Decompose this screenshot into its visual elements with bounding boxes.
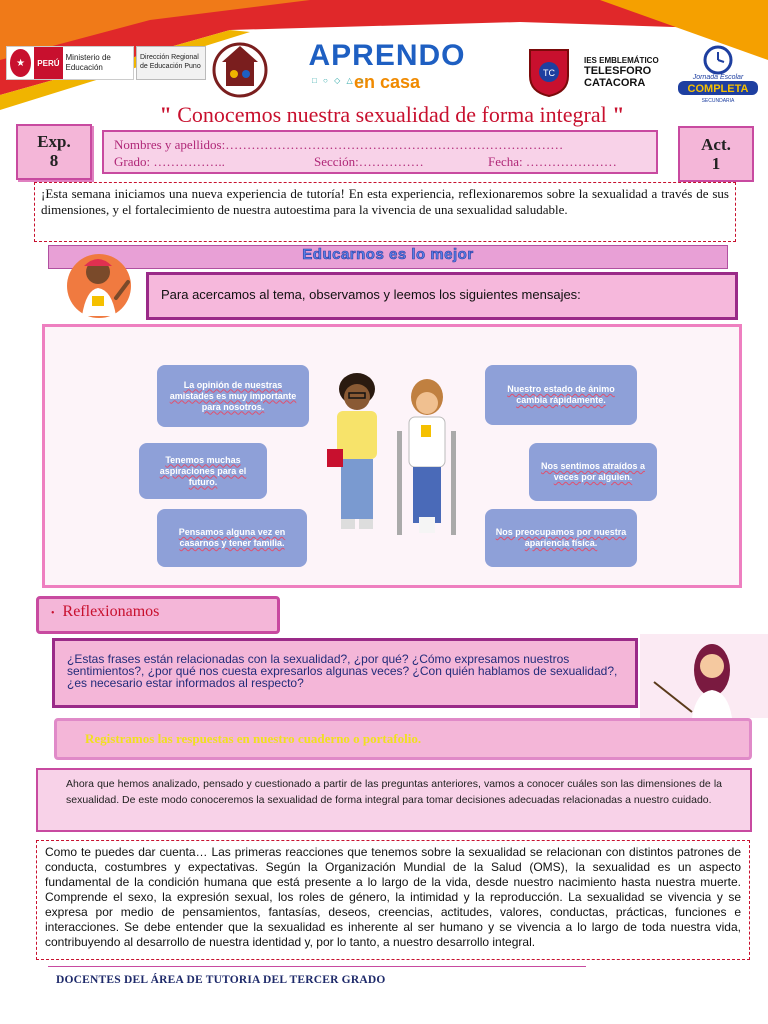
names-field[interactable]: Nombres y apellidos:…………………………………………………………………… xyxy=(114,137,564,152)
ies-name xyxy=(584,56,659,89)
footer-divider xyxy=(48,966,586,967)
title-open-quote: " xyxy=(159,102,172,127)
title-text: Conocemos nuestra sexualidad de forma integral xyxy=(177,102,607,127)
ies-line3: CATACORA xyxy=(584,77,646,89)
message-bubble-aspirations: Tenemos muchas aspiraciones para el futuro. xyxy=(139,443,267,499)
intro-paragraph: ¡Esta semana iniciamos una nueva experiencia de tutoría! En esta experiencia, reflexionaremos sobre la sexualidad a través de sus dimensiones, y el fortalecimiento de nuestra autoestima para la vivencia de una sexualidad saludable. xyxy=(34,182,736,242)
observe-instructions: Para acercamos al tema, observamos y leemos los siguientes mensajes: xyxy=(146,272,738,320)
aprendo-en-casa-logo xyxy=(308,40,466,102)
message-bubble-opinion: La opinión de nuestras amistades es muy importante para nosotros. xyxy=(157,365,309,427)
banner-text: Educarnos es lo mejor xyxy=(302,246,474,263)
peru-label: PERÚ xyxy=(34,47,62,79)
girl-avatar-icon xyxy=(62,246,136,320)
activity-badge xyxy=(678,126,754,182)
ies-line1: IES EMBLEMÁTICO xyxy=(584,56,659,65)
aprendo-subtitle: en casa xyxy=(353,72,421,92)
jornada-main: COMPLETA xyxy=(687,83,749,95)
jornada-sub: SECUNDARIA xyxy=(701,98,735,104)
svg-text:TC: TC xyxy=(543,68,555,78)
jornada-completa-logo xyxy=(676,44,760,104)
dre-logo: Dirección Regional de Educación Puno xyxy=(136,46,206,80)
aprendo-title: APRENDO xyxy=(308,39,466,72)
aprendo-shapes-icon: □ ○ ◇ △ ○ xyxy=(312,76,366,85)
message-bubble-marriage: Pensamos alguna vez en casarnos y tener familia. xyxy=(157,509,307,567)
grade-field[interactable]: Grado: …………….. xyxy=(114,154,225,169)
ugel-crest-icon xyxy=(208,36,272,100)
reflection-bullet: • xyxy=(51,608,55,619)
sexuality-definition-paragraph: Como te puedes dar cuenta… Las primeras reacciones que tenemos sobre la sexualidad se relacionan con distintos patrones de conducta, costumbres y expectativas. Según la Organización Mundial de la Salud (OMS), la sexualidad es un aspecto fundamental de la condición humana que está presente a lo largo de la vida, desde nuestro nacimiento hasta nuestra muerte. Comprende el sexo, la expresión sexual, los roles de género, la intimidad y la reproducción. La sexualidad se vivencia y se expresa por medio de pensamientos, fantasías, deseos, creencias, actitudes, valores, conductas, prácticas, funciones e interacciones. Se debe entender que la sexualidad es inherente al ser humano y se vivencia a lo largo de toda nuestra vida, contribuyendo al desarrollo de nuestra identidad y, por lo tanto, a nuestro desarrollo integral. xyxy=(36,840,750,960)
exp-label: Exp. xyxy=(37,132,71,151)
ministry-logo xyxy=(6,46,134,80)
teens-illustration-icon xyxy=(323,371,479,547)
title-close-quote: " xyxy=(612,102,625,127)
register-instruction: Registramos las respuestas en nuestro cuaderno o portafolio. xyxy=(54,718,752,760)
reflection-tab xyxy=(36,596,280,634)
analysis-paragraph: Ahora que hemos analizado, pensado y cuestionado a partir de las preguntas anteriores, vamos a conocer cuáles son las dimensiones de la sexualidad. De este modo conoceremos la sexualidad de forma integral para tomar decisiones adecuadas relacionadas a nuestro cuidado. xyxy=(36,768,752,832)
teacher-illustration-icon xyxy=(640,634,768,718)
exp-number: 8 xyxy=(49,151,59,170)
page-title xyxy=(92,102,692,128)
message-bubble-mood: Nuestro estado de ánimo cambia rápidamente. xyxy=(485,365,637,425)
message-bubble-attraction: Nos sentimos atraídos a veces por alguien. xyxy=(529,443,657,501)
footer-credit: DOCENTES DEL ÁREA DE TUTORIA DEL TERCER GRADO xyxy=(56,974,386,986)
act-label: Act. xyxy=(701,135,731,154)
ies-line2: TELESFORO xyxy=(584,65,652,77)
experience-badge xyxy=(16,124,92,180)
date-field[interactable]: Fecha: ………………… xyxy=(488,154,617,169)
student-form xyxy=(102,130,658,174)
jornada-label: Jornada Escolar xyxy=(692,74,744,81)
reflection-questions: ¿Estas frases están relacionadas con la sexualidad?, ¿por qué? ¿Cómo expresamos nuestros sentimientos?, ¿por qué nos cuesta expresarlos algunas veces? ¿Con quién hablamos de sexualidad?, ¿es necesario estar informados al respecto? xyxy=(52,638,638,708)
section-banner xyxy=(48,245,728,269)
act-number: 1 xyxy=(711,154,721,173)
section-field[interactable]: Sección:…………… xyxy=(314,154,424,169)
message-bubble-appearance: Nos preocupamos por nuestra apariencia física. xyxy=(485,509,637,567)
peru-shield-icon: ★ xyxy=(10,49,31,77)
reflection-label: Reflexionamos xyxy=(62,603,160,620)
ministry-label: Ministerio de Educación xyxy=(65,53,111,72)
ies-crest-icon xyxy=(526,46,572,98)
messages-panel xyxy=(42,324,742,588)
